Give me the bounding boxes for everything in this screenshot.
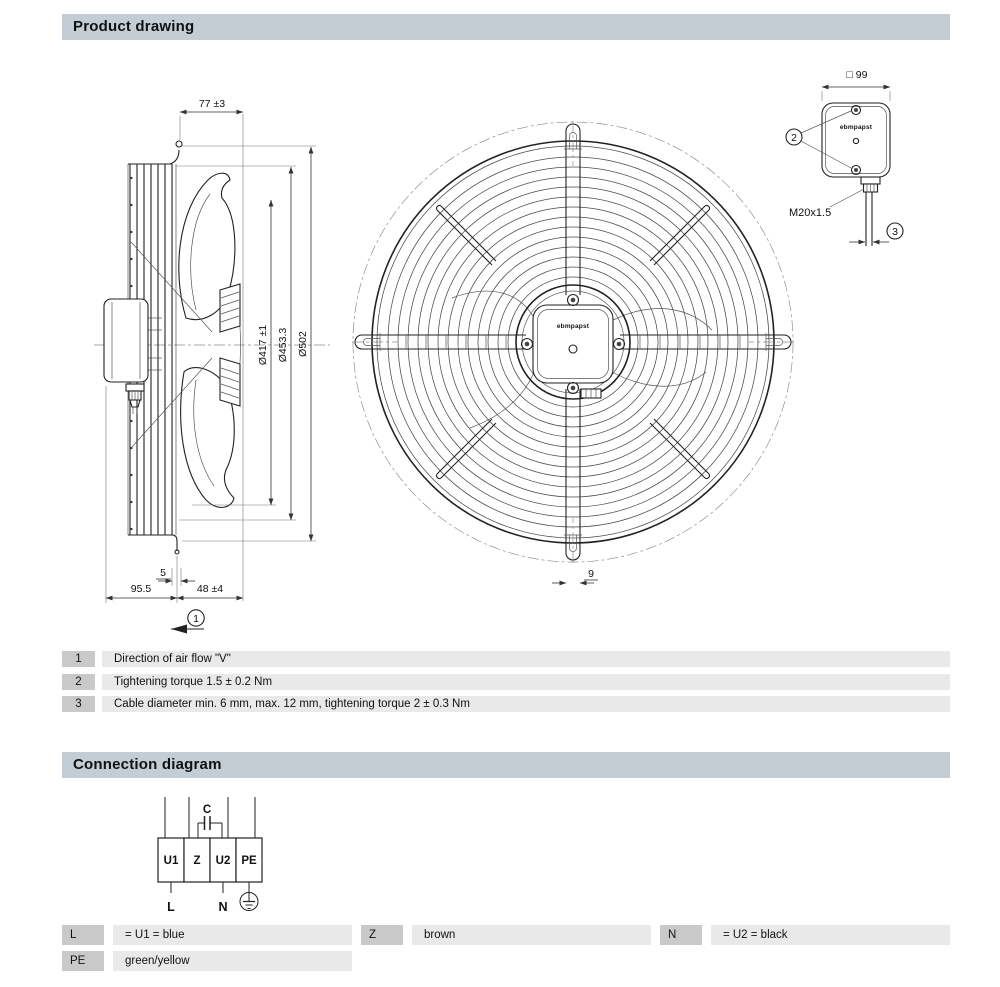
terminal-box-logo: ebmpapst [839,124,873,131]
note-ref: 2 [62,674,95,690]
dim-99-label: □ 99 [846,69,868,81]
note-ref: 3 [62,696,95,712]
callout-3-label: 3 [892,226,898,238]
wire-value: brown [412,925,651,945]
dim-9-label: 9 [588,568,594,580]
gland-thread-label: M20x1.5 [789,207,832,219]
connection-diagram-title: Connection diagram [73,756,222,773]
table-row [62,674,950,690]
fan-side-view [94,98,330,634]
terminal-u2-label: U2 [215,855,231,867]
dim-417-label: Ø417 ±1 [257,324,269,366]
phase-label: L [167,900,175,914]
connection-diagram-canvas [100,790,360,920]
wire-value: green/yellow [113,951,352,971]
earth-symbol [240,893,258,911]
terminal-z-label: Z [193,855,201,867]
cable-gland-detail [861,177,880,246]
table-row [62,951,950,971]
callout-1-label: 1 [193,613,199,625]
hub-front [516,285,630,399]
cable-callout [849,223,903,242]
connection-diagram-header [62,752,950,778]
tab-dimension [552,568,598,583]
note-text: Tightening torque 1.5 ± 0.2 Nm [102,674,950,690]
product-drawing-canvas [60,45,960,645]
wire-value: = U2 = black [711,925,950,945]
callout-2-label: 2 [791,132,797,144]
wire-label: N [660,925,702,945]
dim-5-label: 5 [160,567,166,579]
product-drawing-header [62,14,950,40]
motor-terminal-box-side [104,299,162,414]
screw-callout [786,111,851,168]
table-row [62,651,950,667]
cable-gland-side [126,384,144,414]
dim-502-label: Ø502 [297,331,309,357]
wiring-pair [62,925,352,945]
dim-453-label: Ø453.3 [277,327,289,363]
note-text: Cable diameter min. 6 mm, max. 12 mm, tightening torque 2 ± 0.3 Nm [102,696,950,712]
note-ref: 1 [62,651,95,667]
wiring-pair [62,951,352,971]
wiring-pair [361,925,651,945]
dim-77-label: 77 ±3 [198,98,226,110]
wire-label: Z [361,925,403,945]
dim-95-label: 95.5 [130,583,152,595]
note-text: Direction of air flow "V" [102,651,950,667]
hub-gland-front [581,389,601,398]
airflow-arrow-icon [171,625,187,634]
product-drawing-title: Product drawing [73,18,195,35]
terminal-box-detail [786,69,903,246]
drawing-notes-table [62,651,950,719]
capacitor-label: C [202,804,212,816]
wire-value: = U1 = blue [113,925,352,945]
terminal-pe-label: PE [241,855,257,867]
dim-48-label: 48 ±4 [196,583,224,595]
airflow-callout [171,610,204,634]
hub-logo: ebmpapst [556,323,590,330]
fan-front-view [352,121,794,583]
neutral-label: N [218,900,228,914]
table-row [62,696,950,712]
wire-label: PE [62,951,104,971]
table-row [62,925,950,945]
wiring-pair [660,925,950,945]
capacitor-symbol [198,816,222,838]
terminal-u1-label: U1 [163,855,179,867]
wiring-table [62,925,950,977]
wire-label: L [62,925,104,945]
